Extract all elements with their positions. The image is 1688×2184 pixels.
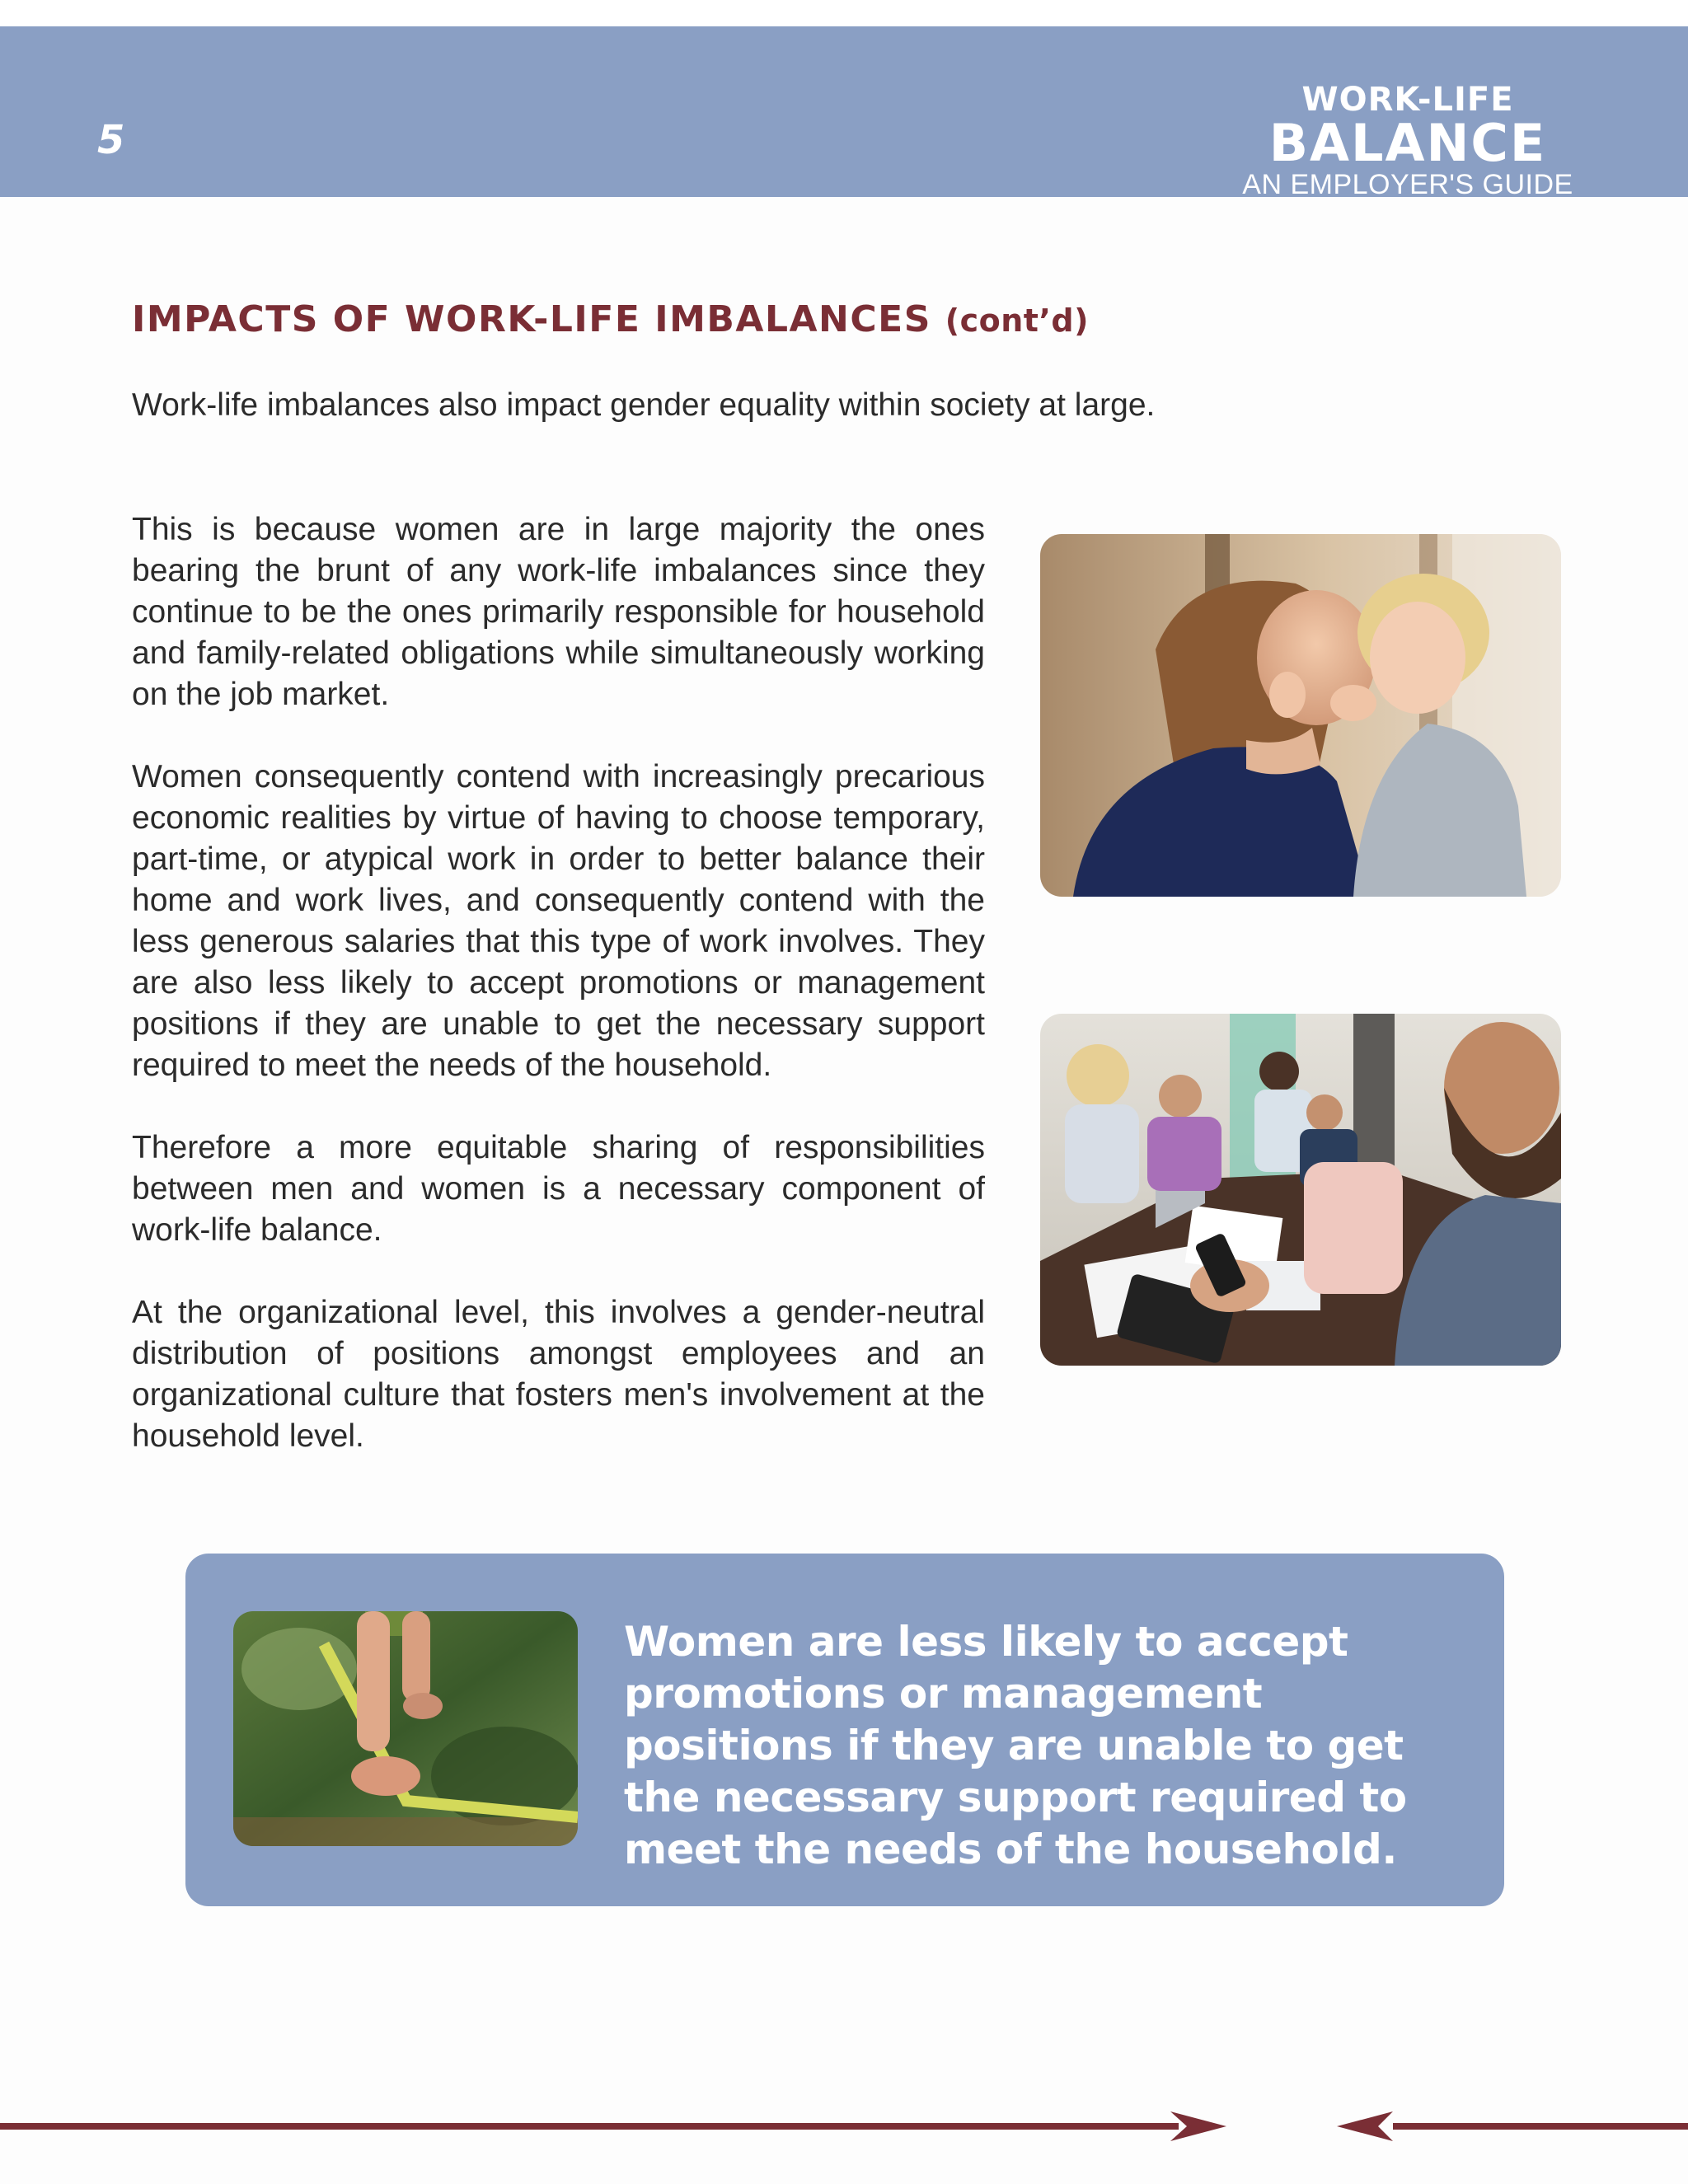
- footer-line-left: [0, 2123, 1179, 2130]
- footer-line-right: [1393, 2123, 1688, 2130]
- section-title-main: IMPACTS OF WORK-LIFE IMBALANCES: [132, 298, 931, 340]
- slackline-photo: [233, 1611, 578, 1846]
- callout-box: [185, 1554, 1504, 1906]
- paragraph: This is because women are in large majority the ones bearing the brunt of any work-life imbalances since they continue to be the ones primarily responsible for household and family-related obligations while simultaneously working on the job market.: [132, 512, 985, 712]
- page-top-margin: [0, 0, 1688, 26]
- body-text: [132, 509, 985, 1498]
- brand-line-3: AN EMPLOYER'S GUIDE: [1242, 169, 1573, 200]
- intro-sentence: Work-life imbalances also impact gender equality within society at large.: [132, 387, 1156, 423]
- footer-arrow-line: [0, 2102, 1688, 2151]
- paragraph: At the organizational level, this involves a gender-neutral distribution of positions amongst employees and an organizational culture that fosters men's involvement at the household level.: [132, 1295, 985, 1454]
- page-number: 5: [97, 117, 125, 163]
- right-arrow-icon: [1170, 2111, 1226, 2141]
- mother-child-photo: [1040, 534, 1561, 897]
- paragraph: Women consequently contend with increasingly precarious economic realities by virtue of having to choose temporary, part-time, or atypical work in order to better balance their home and work lives, and consequently contend with the less generous salaries that this type of work involves. They are also less likely to accept promotions or management positions if they are unable to get the necessary support required to meet the needs of the household.: [132, 759, 985, 1083]
- page-header: [0, 26, 1688, 200]
- section-title: [132, 298, 1089, 340]
- brand-line-2: BALANCE: [1268, 113, 1547, 173]
- brand-logo: [1226, 81, 1589, 201]
- left-arrow-icon: [1337, 2111, 1393, 2141]
- section-title-suffix: (cont’d): [945, 302, 1089, 339]
- brand-line-1: WORK-LIFE: [1301, 81, 1514, 119]
- office-meeting-photo: [1040, 1014, 1561, 1366]
- paragraph: Therefore a more equitable sharing of responsibilities between men and women is a necessary component of work-life balance.: [132, 1130, 985, 1248]
- callout-quote: Women are less likely to accept promotions or management positions if they are unable to get the necessary support required to meet the needs of the household.: [624, 1618, 1407, 1873]
